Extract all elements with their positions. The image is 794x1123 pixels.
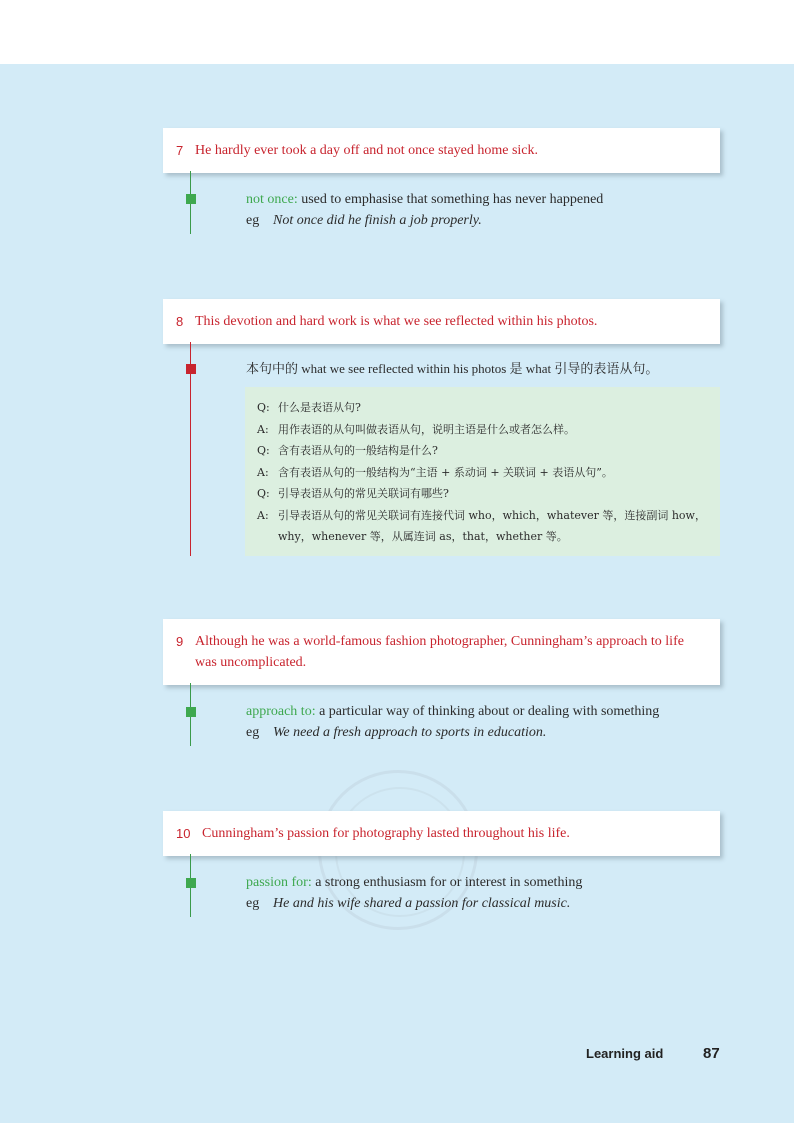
eg-label: eg — [246, 725, 260, 740]
note-line — [190, 342, 191, 556]
vocab-term: approach to: — [246, 704, 316, 719]
qa-text: 什么是表语从句? — [278, 401, 361, 414]
qa-row — [257, 397, 708, 419]
sentence-text: Cunningham’s passion for photography lasted throughout his life. — [202, 826, 570, 841]
sentence-text: Although he was a world-famous fashion photographer, Cunningham’s approach to life was uncomplicated. — [195, 634, 684, 670]
qa-text: 引导表语从句的常见关联词有哪些? — [278, 487, 449, 500]
example-sentence: Not once did he finish a job properly. — [273, 213, 482, 228]
vocab-term: not once: — [246, 192, 298, 207]
qa-text: 用作表语的从句叫做表语从句，说明主语是什么或者怎么样。 — [278, 422, 575, 436]
note-marker — [186, 707, 196, 717]
qa-box — [245, 387, 720, 556]
note-marker — [186, 364, 196, 374]
qa-row — [257, 419, 708, 441]
vocab-definition: a strong enthusiasm for or interest in something — [315, 875, 583, 890]
qa-row — [257, 505, 708, 548]
note-marker — [186, 194, 196, 204]
qa-text: 含有表语从句的一般结构为“主语 + 系动词 + 关联词 + 表语从句”。 — [278, 465, 613, 479]
sentence-text: This devotion and hard work is what we see reflected within his photos. — [195, 314, 598, 329]
eg-label: eg — [246, 213, 260, 228]
sentence-number: 8 — [176, 314, 184, 329]
sentence-box-8 — [163, 299, 720, 344]
qa-row — [257, 462, 708, 484]
qa-label: A: — [257, 422, 269, 436]
sentence-text: He hardly ever took a day off and not once stayed home sick. — [195, 143, 539, 158]
sentence-number: 7 — [176, 143, 184, 158]
sentence-box-10 — [163, 811, 720, 856]
eg-label: eg — [246, 896, 260, 911]
qa-label: Q: — [257, 487, 270, 500]
sentence-box-9 — [163, 619, 720, 685]
vocab-term: passion for: — [246, 875, 312, 890]
qa-text: 含有表语从句的一般结构是什么? — [278, 444, 438, 457]
sentence-number: 10 — [176, 826, 191, 841]
page-number: 87 — [703, 1045, 720, 1062]
qa-text: 引导表语从句的常见关联词有连接代词 who，which，whatever 等，连接副词 how，why，whenever 等，从属连词 as，that，whether 等。 — [278, 508, 706, 543]
qa-label: A: — [257, 465, 269, 479]
footer-section-label: Learning aid — [586, 1046, 664, 1061]
qa-label: Q: — [257, 444, 270, 457]
vocab-note-10 — [246, 872, 716, 914]
example-sentence: We need a fresh approach to sports in education. — [273, 725, 547, 740]
sentence-box-7 — [163, 128, 720, 173]
note-marker — [186, 878, 196, 888]
qa-label: Q: — [257, 401, 270, 414]
sentence-number: 9 — [176, 634, 184, 649]
grammar-note: 本句中的 what we see reflected within his photos 是 what 引导的表语从句。 — [246, 361, 659, 376]
example-sentence: He and his wife shared a passion for classical music. — [273, 896, 571, 911]
qa-row — [257, 440, 708, 462]
qa-label: A: — [257, 508, 269, 522]
vocab-definition: used to emphasise that something has never happened — [301, 192, 604, 207]
qa-row — [257, 483, 708, 505]
vocab-definition: a particular way of thinking about or dealing with something — [319, 704, 660, 719]
vocab-note-7 — [246, 189, 716, 231]
vocab-note-9 — [246, 701, 716, 743]
